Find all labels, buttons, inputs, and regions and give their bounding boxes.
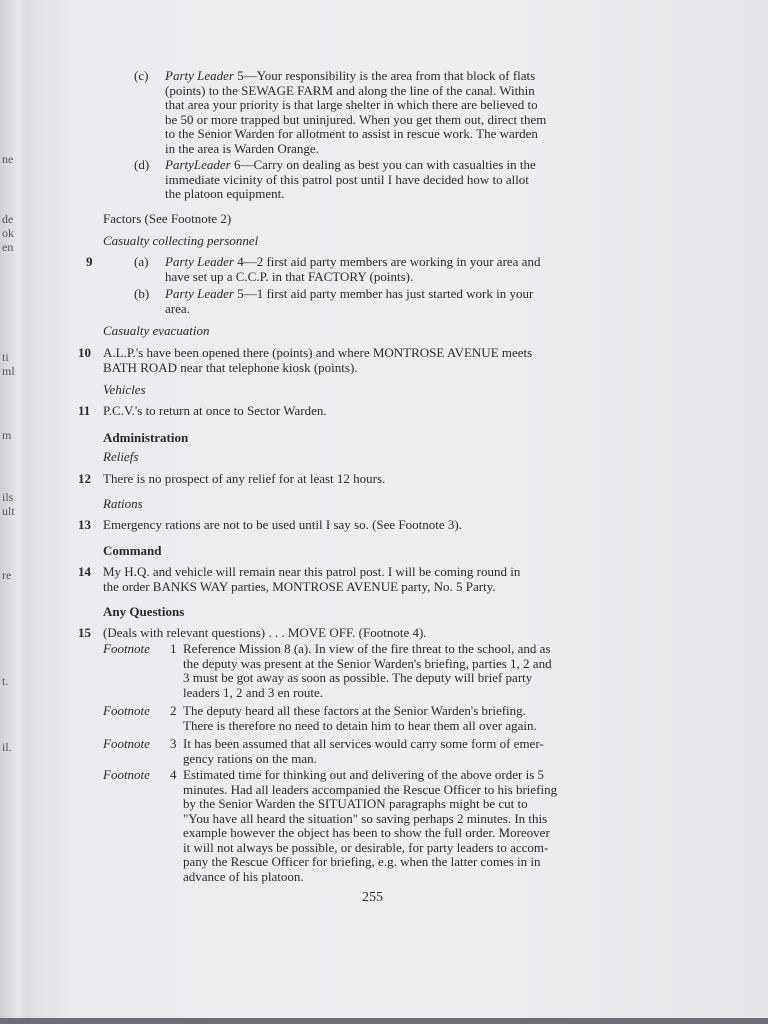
subheading: Casualty collecting personnel (103, 233, 259, 248)
paragraph-line: Emergency rations are not to be used until I say so. (See Footnote 3). (103, 517, 462, 532)
item-first-line (165, 287, 533, 302)
margin-mark: de (2, 212, 14, 226)
item-text: 5—Your responsibility is the area from that block of flats (233, 68, 536, 83)
footnote-line: It has been assumed that all services would carry some form of emer- (183, 736, 544, 751)
subheading: Reliefs (103, 449, 139, 464)
page-bottom-edge (0, 1018, 768, 1024)
paragraph-line: There is no prospect of any relief for at least 12 hours. (103, 471, 386, 486)
section-heading: Administration (103, 430, 189, 445)
section-heading: Factors (See Footnote 2) (103, 211, 232, 226)
section-heading: Command (103, 543, 162, 558)
margin-mark: ok (2, 226, 14, 240)
footnote-number: 3 (170, 736, 177, 751)
item-first-line (165, 158, 536, 173)
subheading: Vehicles (103, 382, 146, 397)
paragraph-line: (Deals with relevant questions) . . . MOVE OFF. (Footnote 4). (103, 625, 427, 640)
paragraph-number: 13 (78, 517, 91, 532)
item-label: (a) (134, 254, 149, 269)
item-label: (d) (134, 157, 150, 172)
item-line: area. (165, 300, 190, 316)
item-text: 5—1 first aid party member has just started work in your (233, 286, 534, 301)
item-line: immediate vicinity of this patrol post until I have decided how to allot (165, 171, 529, 187)
margin-mark: en (2, 240, 14, 254)
item-line: that area your priority is that large shelter in which there are believed to (165, 97, 538, 112)
paragraph-number: 10 (78, 345, 91, 360)
footnote-line: leaders 1, 2 and 3 en route. (183, 684, 324, 700)
margin-mark: t. (2, 674, 9, 688)
footnote-line: pany the Rescue Officer for briefing, e.g. when the latter comes in in (183, 854, 541, 869)
party-leader-label: Party Leader (165, 286, 234, 301)
footnote-line: advance of his platoon. (183, 868, 304, 884)
footnote-line: There is therefore no need to detain him to hear them all over again. (183, 717, 537, 733)
item-line: the platoon equipment. (165, 186, 285, 201)
item-text: 4—2 first aid party members are working in your area and (233, 254, 541, 269)
footnote-line: Estimated time for thinking out and delivering of the above order is 5 (183, 767, 545, 782)
party-leader-label: Party Leader (165, 254, 234, 269)
paragraph-number: 9 (86, 254, 93, 269)
footnote-line: it will not always be possible, or desirable, for party leaders to accom- (183, 839, 549, 855)
item-line: in the area is Warden Orange. (165, 140, 319, 156)
page-number: 255 (362, 890, 383, 905)
footnote-line: "You have all heard the situation" so saving perhaps 2 minutes. In this (183, 810, 548, 826)
party-leader-label: Party Leader (165, 68, 234, 83)
item-label: (b) (134, 286, 150, 301)
item-text: 6—Carry on dealing as best you can with casualties in the (230, 157, 536, 172)
footnote-line: 3 must be got away as soon as possible. The deputy will brief party (183, 670, 533, 685)
margin-mark: il. (2, 740, 12, 754)
margin-mark: ti (2, 350, 9, 364)
footnote-label: Footnote (103, 767, 150, 782)
paragraph-line: A.L.P.'s have been opened there (points) and where MONTROSE AVENUE meets (103, 345, 533, 360)
item-first-line (165, 69, 667, 84)
margin-mark: m (2, 428, 12, 442)
footnote-label: Footnote (103, 703, 150, 718)
margin-mark: ult (2, 504, 15, 518)
footnote-line: Reference Mission 8 (a). In view of the fire threat to the school, and as (183, 641, 551, 656)
footnote-label: Footnote (103, 736, 150, 751)
footnote-number: 1 (170, 641, 177, 656)
footnote-line: minutes. Had all leaders accompanied the Rescue Officer to his briefing (183, 781, 558, 797)
paragraph-number: 14 (78, 564, 91, 579)
footnote-line: by the Senior Warden the SITUATION paragraphs might be cut to (183, 796, 528, 811)
item-line: be 50 or more trapped but uninjured. When you get them out, direct them (165, 111, 547, 127)
paragraph-line: the order BANKS WAY parties, MONTROSE AVENUE party, No. 5 Party. (103, 578, 496, 594)
paragraph-line: BATH ROAD near that telephone kiosk (points). (103, 359, 358, 375)
item-line: (points) to the SEWAGE FARM and along the line of the canal. Within (165, 82, 535, 98)
party-leader-label: PartyLeader (165, 157, 231, 172)
item-first-line (165, 255, 540, 270)
footnote-line: gency rations on the man. (183, 750, 317, 766)
subheading: Casualty evacuation (103, 323, 210, 338)
margin-mark: re (2, 568, 12, 582)
paragraph-number: 15 (78, 625, 91, 640)
paragraph-number: 12 (78, 471, 91, 486)
footnote-line: The deputy heard all these factors at the Senior Warden's briefing. (183, 703, 526, 718)
footnote-number: 4 (170, 767, 177, 782)
margin-mark: ne (2, 152, 14, 166)
paragraph-line: P.C.V.'s to return at once to Sector Warden. (103, 403, 327, 418)
item-line: to the Senior Warden for allotment to assist in rescue work. The warden (165, 126, 538, 141)
margin-mark: ils (2, 490, 14, 504)
item-line: have set up a C.C.P. in that FACTORY (points). (165, 268, 414, 284)
footnote-number: 2 (170, 703, 177, 718)
footnote-line: the deputy was present at the Senior Warden's briefing, parties 1, 2 and (183, 655, 552, 671)
paragraph-line: My H.Q. and vehicle will remain near this patrol post. I will be coming round in (103, 564, 521, 579)
subheading: Rations (103, 496, 143, 511)
margin-mark: ml (2, 364, 15, 378)
paragraph-number: 11 (78, 403, 91, 418)
item-label: (c) (134, 68, 149, 83)
footnote-line: example however the object has been to show the full order. Moreover (183, 825, 550, 840)
section-heading: Any Questions (103, 604, 185, 619)
footnote-label: Footnote (103, 641, 150, 656)
